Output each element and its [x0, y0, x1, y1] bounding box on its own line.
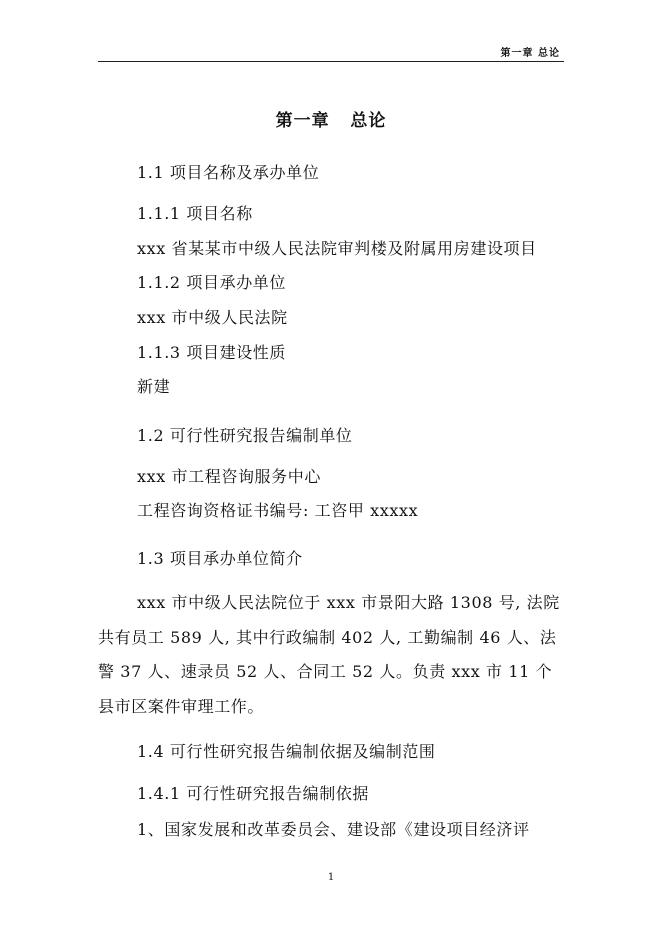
project-name-text: xxx 省某某市中级人民法院审判楼及附属用房建设项目	[137, 239, 537, 258]
section-heading-1-2: 1.2 可行性研究报告编制单位	[137, 426, 353, 445]
running-header-title: 第一章 总论	[500, 48, 560, 59]
subsection-heading-1-1-1: 1.1.1 项目名称	[137, 204, 253, 223]
section-heading-1-4: 1.4 可行性研究报告编制依据及编制范围	[137, 742, 436, 761]
section-heading-1-1: 1.1 项目名称及承办单位	[137, 163, 320, 182]
subsection-heading-1-1-2: 1.1.2 项目承办单位	[137, 273, 286, 292]
header-divider	[98, 61, 564, 62]
certificate-number-text: 工程咨询资格证书编号: 工咨甲 xxxxx	[137, 501, 419, 520]
basis-item-1-text: 1、国家发展和改革委员会、建设部《建设项目经济评	[137, 820, 530, 839]
chapter-title: 第一章 总论	[275, 111, 387, 131]
page-number: 1	[327, 872, 335, 883]
subsection-heading-1-1-3: 1.1.3 项目建设性质	[137, 343, 286, 362]
compiler-unit-text: xxx 市工程咨询服务中心	[137, 467, 321, 486]
project-undertaker-text: xxx 市中级人民法院	[137, 308, 288, 327]
undertaker-intro-paragraph: xxx 市中级人民法院位于 xxx 市景阳大路 1308 号, 法院共有员工 589 人, 其中行政编制 402 人, 工勤编制 46 人、法警 37 人、速录员 52 人、合同工 52 人。负责 xxx 市 11 个县市区案件审理工作。	[98, 593, 560, 716]
project-nature-text: 新建	[137, 377, 171, 396]
section-heading-1-3: 1.3 项目承办单位简介	[137, 549, 303, 568]
subsection-heading-1-4-1: 1.4.1 可行性研究报告编制依据	[137, 784, 369, 803]
